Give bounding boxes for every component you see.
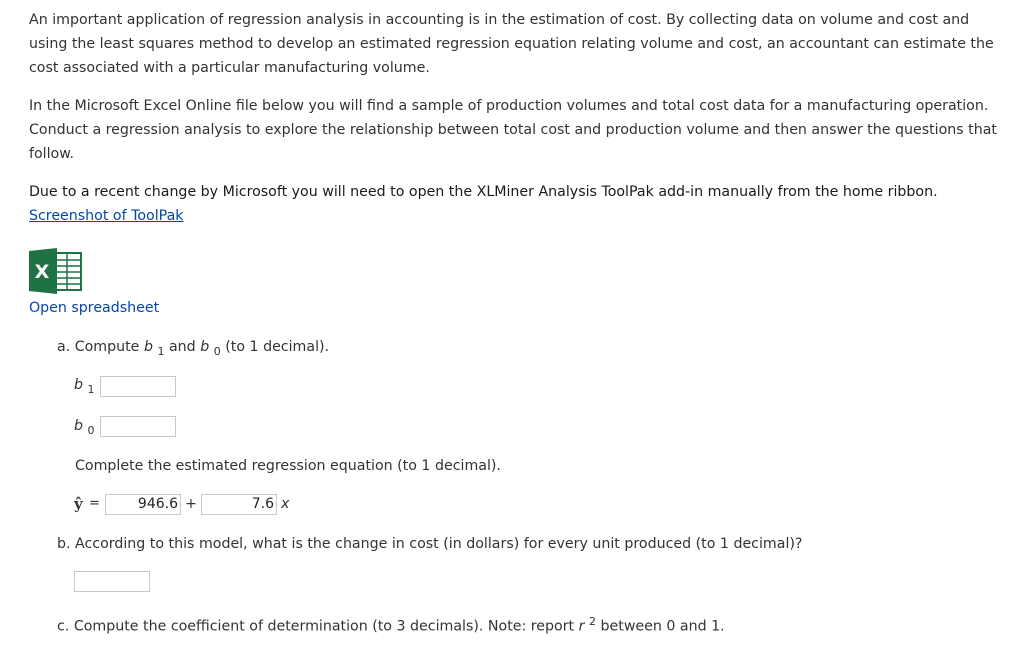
question-c [57,615,725,635]
intro-paragraph-2: In the Microsoft Excel Online file below you will find a sample of production volumes and total cost data for a manufacturing operation. Conduct a regression analysis to explore the relationship between total cost and production volume and then answer the questions that follow. [29,98,997,162]
equals-sign: = [89,496,100,511]
b1-label: b $_1$ [74,377,95,396]
question-a [57,339,329,358]
screenshot-toolpak-link[interactable]: Screenshot of ToolPak [29,208,184,224]
unit-cost-change-input[interactable] [74,571,150,592]
sup-2: 2 [589,615,596,628]
question-c-prefix: c. Compute the coefficient of determination (to 3 decimals). Note: report [57,618,575,635]
question-a-prefix: a. Compute [57,339,140,355]
slope-input[interactable]: 7.6 [201,494,277,515]
sub-1: 1 [157,344,165,358]
question-c-suffix: between 0 and 1. [600,618,725,635]
b0-label: b $_0$ [74,418,95,437]
b-symbol: b [143,339,153,355]
x-variable: x [281,496,290,512]
r-symbol: r [578,618,585,635]
question-b: b. According to this model, what is the change in cost (in dollars) for every unit produced (to 1 decimal)? [57,536,803,552]
excel-icon[interactable] [29,248,83,294]
equation-instructions: Complete the estimated regression equation (to 1 decimal). [75,458,501,474]
toolpak-note-text: Due to a recent change by Microsoft you will need to open the XLMiner Analysis ToolPak add-in manually from the home ribbon. [29,184,938,200]
open-spreadsheet-link[interactable]: Open spreadsheet [29,300,160,316]
question-a-suffix: (to 1 decimal). [225,339,330,355]
intercept-input[interactable]: 946.6 [105,494,181,515]
and-text: and [168,339,196,355]
b1-input[interactable] [100,376,176,397]
sub-0: 0 [213,344,221,358]
toolpak-note [29,180,1004,228]
plus-sign: + [185,496,197,512]
b-symbol: b [200,339,210,355]
y-hat-symbol: ŷ [74,495,83,513]
intro-paragraph-1: An important application of regression analysis in accounting is in the estimation of cost. By collecting data on volume and cost and using the least squares method to develop an estimated regression equation relating volume and cost, an accountant can estimate the cost associated with a particular manufacturing volume. [29,12,994,76]
b0-input[interactable] [100,416,176,437]
excel-icon-letter: X [34,261,50,283]
